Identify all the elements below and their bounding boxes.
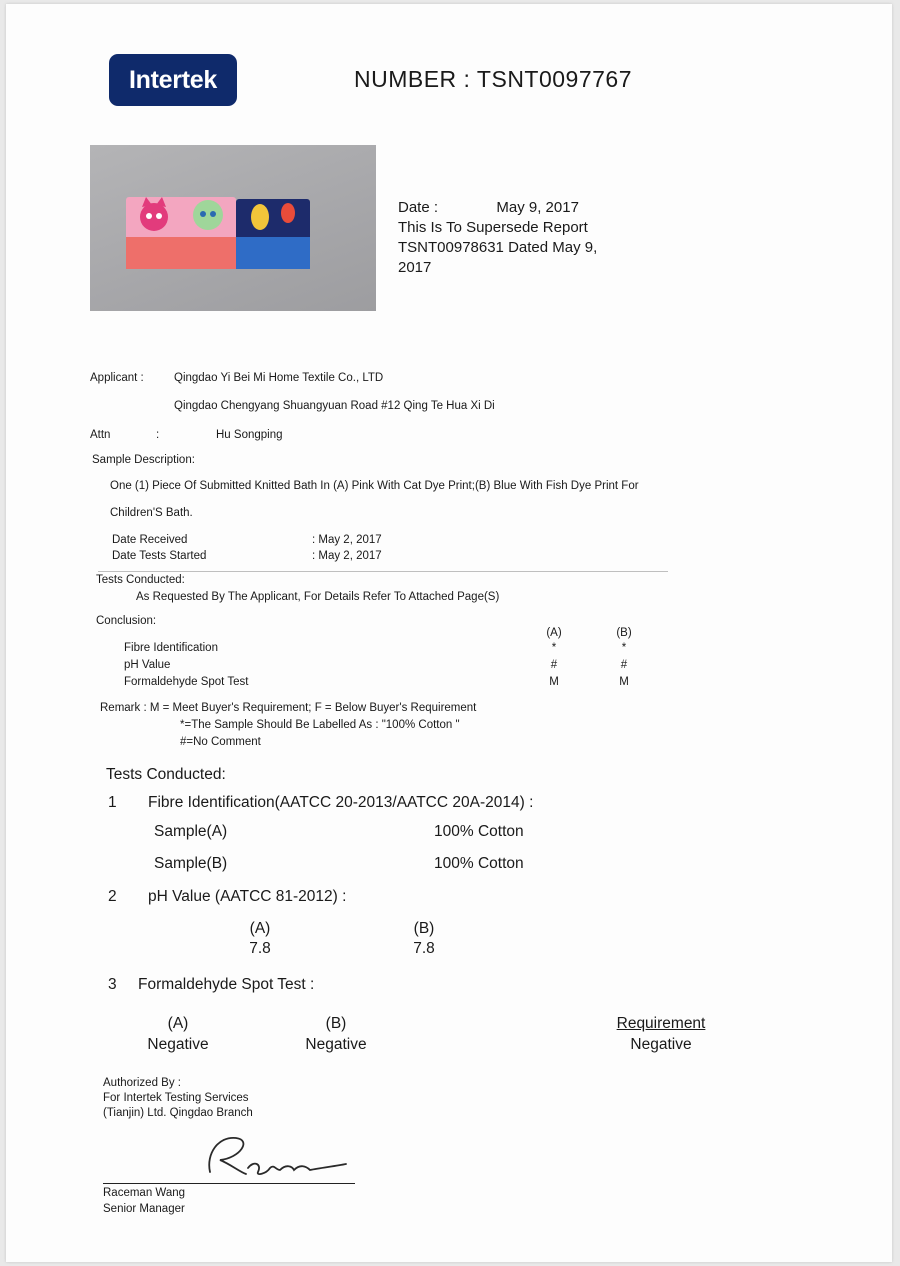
fibre-sample-a: Sample(A) <box>154 823 228 840</box>
conclusion-row-a: # <box>550 659 558 671</box>
blue-towel-band <box>236 237 310 269</box>
authorized-company: For Intertek Testing Services <box>103 1092 249 1104</box>
conclusion-col-a: (A) <box>546 627 562 639</box>
report-page <box>6 4 892 1262</box>
attn-colon: : <box>156 429 160 441</box>
ph-col-b: (B) <box>413 920 435 937</box>
sample-description-line: One (1) Piece Of Submitted Knitted Bath In (A) Pink With Cat Dye Print;(B) Blue With Fish Dye Print For <box>110 480 639 492</box>
fish-print <box>251 204 269 230</box>
date-label: Date : <box>398 199 439 216</box>
supersede-line: This Is To Supersede Report <box>398 219 588 236</box>
fibre-number: 1 <box>108 794 117 811</box>
formaldehyde-value-requirement: Negative <box>630 1036 692 1053</box>
formaldehyde-number: 3 <box>108 976 117 993</box>
date-started-value: : May 2, 2017 <box>312 550 382 562</box>
sample-description-label: Sample Description: <box>92 454 195 466</box>
tests-summary-label: Tests Conducted: <box>96 574 185 586</box>
signature <box>196 1124 356 1182</box>
divider <box>98 571 668 572</box>
remark-line: *=The Sample Should Be Labelled As : "100% Cotton " <box>180 719 460 731</box>
conclusion-row-name: pH Value <box>124 659 171 671</box>
date-started-label: Date Tests Started <box>112 550 207 562</box>
fibre-title: Fibre Identification(AATCC 20-2013/AATCC 20A-2014) : <box>148 794 534 811</box>
formaldehyde-value-a: Negative <box>147 1036 209 1053</box>
supersede-line: TSNT00978631 Dated May 9, <box>398 239 598 256</box>
attn-value: Hu Songping <box>216 429 283 441</box>
formaldehyde-col-b: (B) <box>325 1015 347 1032</box>
fibre-result-b: 100% Cotton <box>434 855 524 872</box>
ph-value-a: 7.8 <box>249 940 271 957</box>
signer-title: Senior Manager <box>103 1203 185 1215</box>
ph-col-a: (A) <box>249 920 271 937</box>
formaldehyde-value-b: Negative <box>305 1036 367 1053</box>
fibre-result-a: 100% Cotton <box>434 823 524 840</box>
applicant-label: Applicant : <box>90 372 144 384</box>
conclusion-row-name: Formaldehyde Spot Test <box>124 676 249 688</box>
ph-title: pH Value (AATCC 81-2012) : <box>148 888 347 905</box>
tests-summary-text: As Requested By The Applicant, For Details Refer To Attached Page(S) <box>136 591 500 603</box>
formaldehyde-title: Formaldehyde Spot Test : <box>138 976 315 993</box>
supersede-line: 2017 <box>398 259 432 276</box>
conclusion-col-b: (B) <box>616 627 632 639</box>
ph-value-b: 7.8 <box>413 940 435 957</box>
logo-text: Intertek <box>129 65 217 94</box>
authorized-by: Authorized By : <box>103 1077 181 1089</box>
signer-name: Raceman Wang <box>103 1187 186 1199</box>
intertek-logo <box>109 54 237 106</box>
cat-print-green <box>193 200 223 230</box>
conclusion-row-b: # <box>620 659 628 671</box>
towel-illustration <box>90 145 376 311</box>
applicant-address: Qingdao Chengyang Shuangyuan Road #12 Qing Te Hua Xi Di <box>174 400 495 412</box>
report-number: NUMBER : TSNT0097767 <box>354 66 633 92</box>
conclusion-row-a: M <box>549 676 559 688</box>
signature-line <box>103 1183 355 1184</box>
conclusion-row-a: * <box>551 642 557 654</box>
cat-print <box>140 203 168 231</box>
authorized-branch: (Tianjin) Ltd. Qingdao Branch <box>103 1107 253 1119</box>
sample-photo <box>90 145 376 311</box>
ph-number: 2 <box>108 888 117 905</box>
remark-line: Remark : M = Meet Buyer's Requirement; F = Below Buyer's Requirement <box>100 702 477 714</box>
conclusion-row-name: Fibre Identification <box>124 642 218 654</box>
fibre-sample-b: Sample(B) <box>154 855 228 872</box>
details-title: Tests Conducted: <box>106 766 226 783</box>
formaldehyde-col-a: (A) <box>167 1015 189 1032</box>
applicant-name: Qingdao Yi Bei Mi Home Textile Co., LTD <box>174 372 384 384</box>
pink-towel-band <box>126 237 236 269</box>
conclusion-row-b: * <box>621 642 627 654</box>
date-received-label: Date Received <box>112 534 188 546</box>
conclusion-row-b: M <box>619 676 629 688</box>
fish-print <box>281 203 295 223</box>
remark-line: #=No Comment <box>180 736 261 748</box>
conclusion-label: Conclusion: <box>96 615 157 627</box>
date-received-value: : May 2, 2017 <box>312 534 382 546</box>
date-value: May 9, 2017 <box>496 199 579 216</box>
sample-description-line: Children'S Bath. <box>110 507 193 519</box>
attn-label: Attn <box>90 429 111 441</box>
date-line <box>398 198 597 218</box>
formaldehyde-col-requirement: Requirement <box>616 1015 706 1032</box>
date-block <box>398 198 597 278</box>
